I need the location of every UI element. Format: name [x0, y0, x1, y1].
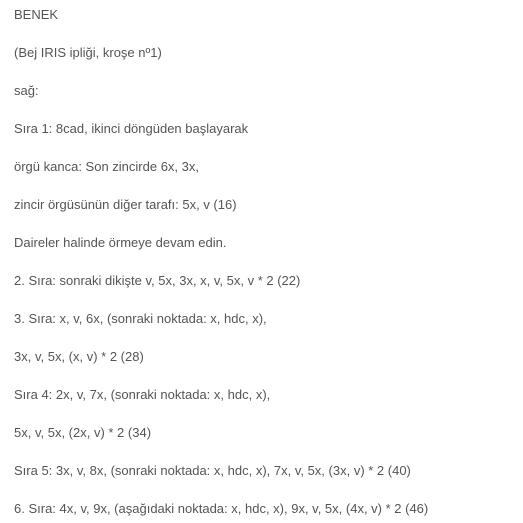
yarn-note: (Bej IRIS ipliği, kroşe nº1): [14, 45, 162, 60]
pattern-line: 3x, v, 5x, (x, v) * 2 (28): [14, 349, 144, 364]
pattern-line: Sıra 4: 2x, v, 7x, (sonraki noktada: x, hdc, x),: [14, 387, 271, 402]
pattern-line: 5x, v, 5x, (2x, v) * 2 (34): [14, 425, 152, 440]
pattern-line: Sıra 1: 8cad, ikinci döngüden başlayarak: [14, 121, 249, 136]
pattern-line: 2. Sıra: sonraki dikişte v, 5x, 3x, x, v, 5x, v * 2 (22): [14, 273, 301, 288]
pattern-line: Sıra 5: 3x, v, 8x, (sonraki noktada: x, hdc, x), 7x, v, 5x, (3x, v) * 2 (40): [14, 463, 411, 478]
pattern-line: 3. Sıra: x, v, 6x, (sonraki noktada: x, hdc, x),: [14, 311, 267, 326]
pattern-line: zincir örgüsünün diğer tarafı: 5x, v (16): [14, 197, 237, 212]
pattern-line: 6. Sıra: 4x, v, 9x, (aşağıdaki noktada: x, hdc, x), 9x, v, 5x, (4x, v) * 2 (46): [14, 501, 429, 516]
pattern-title: BENEK: [14, 7, 59, 22]
pattern-line: örgü kanca: Son zincirde 6x, 3x,: [14, 159, 199, 174]
pattern-line: Daireler halinde örmeye devam edin.: [14, 235, 227, 250]
side-label: sağ:: [14, 83, 39, 98]
